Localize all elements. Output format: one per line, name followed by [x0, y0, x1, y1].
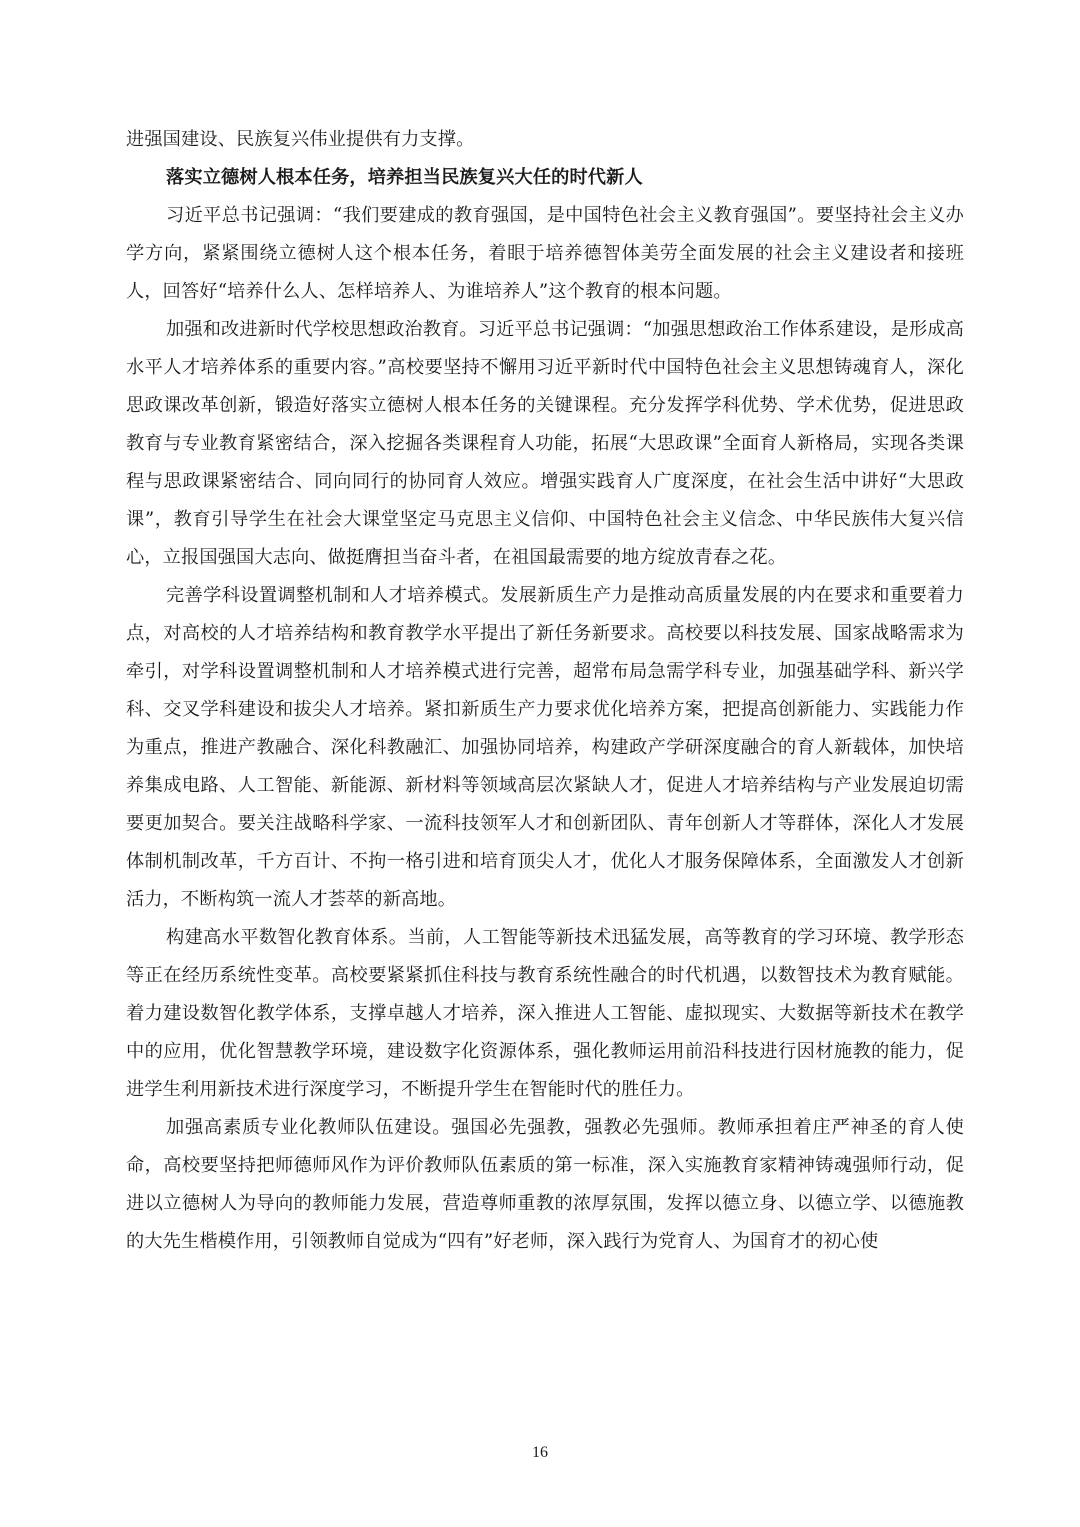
paragraph-education-power: 习近平总书记强调：“我们要建成的教育强国，是中国特色社会主义教育强国”。要坚持社会主义办学方向，紧紧围绕立德树人这个根本任务，着眼于培养德智体美劳全面发展的社会主义建设者和接班人，回答好“培养什么人、怎样培养人、为谁培养人”这个教育的根本问题。: [126, 205, 964, 302]
document-body: [126, 121, 964, 1261]
paragraph-ideological-education: 加强和改进新时代学校思想政治教育。习近平总书记强调：“加强思想政治工作体系建设，是形成高水平人才培养体系的重要内容。”高校要坚持不懈用习近平新时代中国特色社会主义思想铸魂育人，深化思政课改革创新，锻造好落实立德树人根本任务的关键课程。充分发挥学科优势、学术优势，促进思政教育与专业教育紧密结合，深入挖掘各类课程育人功能，拓展“大思政课”全面育人新格局，实现各类课程与思政课紧密结合、同向同行的协同育人效应。增强实践育人广度深度，在社会生活中讲好“大思政课”，教育引导学生在社会大课堂坚定马克思主义信仰、中国特色社会主义信念、中华民族伟大复兴信心，立报国强国大志向、做挺膺担当奋斗者，在祖国最需要的地方绽放青春之花。: [126, 319, 964, 568]
paragraph-teacher-team: 加强高素质专业化教师队伍建设。强国必先强教，强教必先强师。教师承担着庄严神圣的育人使命，高校要坚持把师德师风作为评价教师队伍素质的第一标准，深入实施教育家精神铸魂强师行动，促进以立德树人为导向的教师能力发展，营造尊师重教的浓厚氛围，发挥以德立身、以德立学、以德施教的大先生楷模作用，引领教师自觉成为“四有”好老师，深入践行为党育人、为国育才的初心使: [126, 1117, 964, 1252]
paragraph-discipline-talent: 完善学科设置调整机制和人才培养模式。发展新质生产力是推动高质量发展的内在要求和重要着力点，对高校的人才培养结构和教育教学水平提出了新任务新要求。高校要以科技发展、国家战略需求为牵引，对学科设置调整机制和人才培养模式进行完善，超常布局急需学科专业，加强基础学科、新兴学科、交叉学科建设和拔尖人才培养。紧扣新质生产力要求优化培养方案，把提高创新能力、实践能力作为重点，推进产教融合、深化科教融汇、加强协同培养，构建政产学研深度融合的育人新载体，加快培养集成电路、人工智能、新能源、新材料等领域高层次紧缺人才，促进人才培养结构与产业发展迫切需要更加契合。要关注战略科学家、一流科技领军人才和创新团队、青年创新人才等群体，深化人才发展体制机制改革，千方百计、不拘一格引进和培育顶尖人才，优化人才服务保障体系，全面激发人才创新活力，不断构筑一流人才荟萃的新高地。: [126, 585, 964, 910]
page-number: 16: [532, 1444, 548, 1461]
paragraph-continuation: 进强国建设、民族复兴伟业提供有力支撑。: [126, 129, 475, 150]
paragraph-digital-education: 构建高水平数智化教育体系。当前，人工智能等新技术迅猛发展，高等教育的学习环境、教学形态等正在经历系统性变革。高校要紧紧抓住科技与教育系统性融合的时代机遇，以数智技术为教育赋能。着力建设数智化教学体系，支撑卓越人才培养，深入推进人工智能、虚拟现实、大数据等新技术在教学中的应用，优化智慧教学环境，建设数字化资源体系，强化教师运用前沿科技进行因材施教的能力，促进学生利用新技术进行深度学习，不断提升学生在智能时代的胜任力。: [126, 927, 964, 1100]
section-heading: 落实立德树人根本任务，培养担当民族复兴大任的时代新人: [166, 167, 643, 188]
